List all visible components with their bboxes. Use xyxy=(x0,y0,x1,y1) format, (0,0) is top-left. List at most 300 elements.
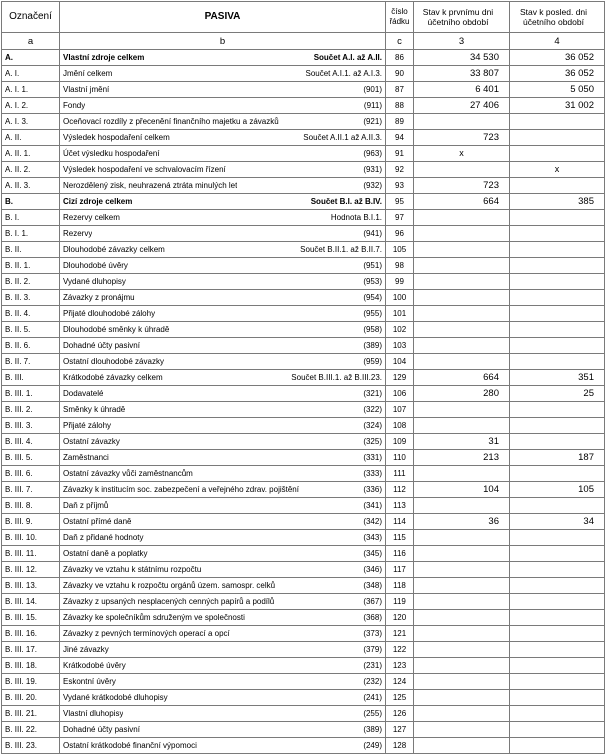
row-stav-posledni xyxy=(510,338,605,354)
row-stav-prvni xyxy=(414,322,510,338)
row-cislo: 96 xyxy=(386,226,414,242)
row-stav-posledni xyxy=(510,466,605,482)
row-oznaceni: B. II. 3. xyxy=(2,290,60,306)
row-ucet-ref: Součet B.II.1. až B.II.7. xyxy=(300,245,382,254)
row-nazev: Přijaté zálohy xyxy=(63,421,112,430)
row-nazev: Dohadné účty pasivní xyxy=(63,341,140,350)
row-ucet-ref: (379) xyxy=(363,645,382,654)
table-row xyxy=(2,434,605,450)
row-oznaceni: B. III. 21. xyxy=(2,706,60,722)
row-nazev-cell xyxy=(60,322,386,338)
table-row xyxy=(2,146,605,162)
row-cislo: 126 xyxy=(386,706,414,722)
row-stav-posledni: 36 052 xyxy=(510,50,605,66)
row-cislo: 116 xyxy=(386,546,414,562)
row-ucet-ref: Součet B.III.1. až B.III.23. xyxy=(291,373,382,382)
row-nazev-cell xyxy=(60,418,386,434)
row-oznaceni: A. I. 2. xyxy=(2,98,60,114)
row-cislo: 101 xyxy=(386,306,414,322)
table-row xyxy=(2,530,605,546)
row-nazev: Závazky z pevných termínových operací a opcí xyxy=(63,629,230,638)
row-nazev: Vydané dluhopisy xyxy=(63,277,126,286)
row-nazev-cell xyxy=(60,674,386,690)
row-ucet-ref: (348) xyxy=(363,581,382,590)
row-ucet-ref: (958) xyxy=(363,325,382,334)
row-nazev: Přijaté dlouhodobé zálohy xyxy=(63,309,156,318)
row-nazev-cell xyxy=(60,690,386,706)
row-nazev: Jmění celkem xyxy=(63,69,113,78)
row-oznaceni: A. I. 3. xyxy=(2,114,60,130)
table-row xyxy=(2,706,605,722)
row-ucet-ref: Součet B.I. až B.IV. xyxy=(310,197,382,206)
row-cislo: 110 xyxy=(386,450,414,466)
row-stav-prvni: 723 xyxy=(414,130,510,146)
row-cislo: 86 xyxy=(386,50,414,66)
table-row xyxy=(2,610,605,626)
row-stav-prvni xyxy=(414,290,510,306)
row-nazev: Dlouhodobé úvěry xyxy=(63,261,128,270)
row-nazev-cell xyxy=(60,722,386,738)
row-oznaceni: B. III. 5. xyxy=(2,450,60,466)
row-ucet-ref: (932) xyxy=(363,181,382,190)
table-row xyxy=(2,738,605,754)
row-cislo: 106 xyxy=(386,386,414,402)
row-ucet-ref: (921) xyxy=(363,117,382,126)
row-nazev-cell xyxy=(60,578,386,594)
subheader-a: a xyxy=(2,33,60,50)
row-oznaceni: B. III. xyxy=(2,370,60,386)
table-row xyxy=(2,626,605,642)
row-ucet-ref: Součet A.I.1. až A.I.3. xyxy=(305,69,382,78)
row-nazev: Závazky ke společníkům sdruženým ve společnosti xyxy=(63,613,245,622)
row-stav-prvni xyxy=(414,562,510,578)
row-stav-posledni xyxy=(510,146,605,162)
row-stav-prvni xyxy=(414,210,510,226)
row-nazev: Daň z přidané hodnoty xyxy=(63,533,144,542)
row-nazev: Účet výsledku hospodaření xyxy=(63,149,160,158)
row-oznaceni: B. II. 4. xyxy=(2,306,60,322)
row-nazev-cell xyxy=(60,626,386,642)
table-row xyxy=(2,258,605,274)
row-ucet-ref: (255) xyxy=(363,709,382,718)
row-stav-prvni xyxy=(414,722,510,738)
row-oznaceni: B. III. 6. xyxy=(2,466,60,482)
table-row xyxy=(2,274,605,290)
row-ucet-ref: (322) xyxy=(363,405,382,414)
row-oznaceni: B. III. 3. xyxy=(2,418,60,434)
row-nazev: Vlastní dluhopisy xyxy=(63,709,124,718)
row-nazev: Vlastní zdroje celkem xyxy=(63,53,145,62)
table-row xyxy=(2,98,605,114)
row-cislo: 127 xyxy=(386,722,414,738)
row-oznaceni: B. III. 7. xyxy=(2,482,60,498)
header-stav-posledni: Stav k posled. dni účetního období xyxy=(510,2,605,33)
row-cislo: 102 xyxy=(386,322,414,338)
row-stav-posledni xyxy=(510,690,605,706)
row-nazev: Oceňovací rozdíly z přecenění finančního majetku a závazků xyxy=(63,117,279,126)
row-cislo: 98 xyxy=(386,258,414,274)
row-ucet-ref: (321) xyxy=(363,389,382,398)
row-ucet-ref: (331) xyxy=(363,453,382,462)
row-nazev-cell xyxy=(60,434,386,450)
row-nazev-cell xyxy=(60,50,386,66)
pasiva-table xyxy=(1,1,605,754)
row-nazev-cell xyxy=(60,482,386,498)
row-ucet-ref: (333) xyxy=(363,469,382,478)
row-stav-prvni: x xyxy=(414,146,510,162)
row-ucet-ref: (368) xyxy=(363,613,382,622)
row-nazev: Závazky ve vztahu k rozpočtu orgánů územ. samospr. celků xyxy=(63,581,276,590)
row-stav-prvni xyxy=(414,226,510,242)
row-stav-posledni xyxy=(510,546,605,562)
row-stav-prvni xyxy=(414,258,510,274)
row-oznaceni: B. III. 11. xyxy=(2,546,60,562)
row-cislo: 114 xyxy=(386,514,414,530)
table-row xyxy=(2,658,605,674)
row-stav-prvni xyxy=(414,642,510,658)
row-cislo: 128 xyxy=(386,738,414,754)
row-oznaceni: B. III. 22. xyxy=(2,722,60,738)
row-ucet-ref: (367) xyxy=(363,597,382,606)
row-nazev-cell xyxy=(60,514,386,530)
row-oznaceni: B. II. 1. xyxy=(2,258,60,274)
row-stav-prvni: 280 xyxy=(414,386,510,402)
table-row xyxy=(2,466,605,482)
row-nazev-cell xyxy=(60,498,386,514)
row-ucet-ref: (345) xyxy=(363,549,382,558)
row-nazev: Eskontní úvěry xyxy=(63,677,116,686)
row-cislo: 125 xyxy=(386,690,414,706)
row-stav-posledni xyxy=(510,626,605,642)
row-nazev-cell xyxy=(60,162,386,178)
subheader-3: 3 xyxy=(414,33,510,50)
table-row xyxy=(2,386,605,402)
row-nazev-cell xyxy=(60,178,386,194)
table-row xyxy=(2,370,605,386)
row-cislo: 123 xyxy=(386,658,414,674)
table-row xyxy=(2,322,605,338)
row-nazev: Krátkodobé úvěry xyxy=(63,661,126,670)
row-nazev-cell xyxy=(60,194,386,210)
row-nazev: Fondy xyxy=(63,101,86,110)
row-nazev: Cizí zdroje celkem xyxy=(63,197,133,206)
table-row xyxy=(2,50,605,66)
table-row xyxy=(2,562,605,578)
row-ucet-ref: (954) xyxy=(363,293,382,302)
row-stav-prvni xyxy=(414,274,510,290)
row-ucet-ref: (951) xyxy=(363,261,382,270)
row-nazev: Závazky ve vztahu k státnímu rozpočtu xyxy=(63,565,202,574)
row-nazev: Dlouhodobé závazky celkem xyxy=(63,245,165,254)
row-nazev-cell xyxy=(60,706,386,722)
row-oznaceni: B. III. 13. xyxy=(2,578,60,594)
row-nazev-cell xyxy=(60,66,386,82)
row-oznaceni: B. III. 16. xyxy=(2,626,60,642)
row-nazev-cell xyxy=(60,242,386,258)
row-stav-prvni xyxy=(414,738,510,754)
row-stav-posledni: 34 xyxy=(510,514,605,530)
row-nazev: Ostatní dlouhodobé závazky xyxy=(63,357,164,366)
row-nazev: Rezervy celkem xyxy=(63,213,120,222)
row-cislo: 99 xyxy=(386,274,414,290)
table-row xyxy=(2,514,605,530)
row-ucet-ref: (341) xyxy=(363,501,382,510)
row-stav-posledni: 31 002 xyxy=(510,98,605,114)
row-ucet-ref: (336) xyxy=(363,485,382,494)
row-nazev-cell xyxy=(60,466,386,482)
header-cislo-radku: číslo řádku xyxy=(386,2,414,33)
row-stav-posledni xyxy=(510,178,605,194)
row-nazev: Ostatní závazky vůči zaměstnancům xyxy=(63,469,193,478)
table-row xyxy=(2,178,605,194)
row-nazev-cell xyxy=(60,290,386,306)
row-nazev: Závazky z pronájmu xyxy=(63,293,135,302)
row-nazev-cell xyxy=(60,226,386,242)
row-nazev-cell xyxy=(60,98,386,114)
header-pasiva: PASIVA xyxy=(60,2,386,33)
row-nazev-cell xyxy=(60,546,386,562)
row-cislo: 108 xyxy=(386,418,414,434)
row-nazev: Závazky k institucím soc. zabezpečení a veřejného zdrav. pojištění xyxy=(63,485,299,494)
row-stav-prvni: 664 xyxy=(414,194,510,210)
row-nazev-cell xyxy=(60,530,386,546)
row-cislo: 100 xyxy=(386,290,414,306)
row-stav-prvni xyxy=(414,354,510,370)
row-stav-posledni xyxy=(510,418,605,434)
row-stav-posledni xyxy=(510,642,605,658)
row-stav-prvni: 213 xyxy=(414,450,510,466)
row-stav-prvni: 104 xyxy=(414,482,510,498)
table-row xyxy=(2,546,605,562)
row-nazev: Ostatní krátkodobé finanční výpomoci xyxy=(63,741,197,750)
row-stav-prvni xyxy=(414,242,510,258)
row-nazev: Vlastní jmění xyxy=(63,85,110,94)
row-stav-posledni xyxy=(510,306,605,322)
row-oznaceni: B. III. 18. xyxy=(2,658,60,674)
table-row xyxy=(2,578,605,594)
row-stav-posledni: 5 050 xyxy=(510,82,605,98)
row-stav-posledni xyxy=(510,434,605,450)
row-nazev: Závazky z upsaných nesplacených cenných papírů a podílů xyxy=(63,597,275,606)
row-cislo: 97 xyxy=(386,210,414,226)
row-ucet-ref: (325) xyxy=(363,437,382,446)
row-stav-prvni xyxy=(414,610,510,626)
row-nazev-cell xyxy=(60,354,386,370)
row-stav-posledni: 385 xyxy=(510,194,605,210)
row-oznaceni: B. III. 20. xyxy=(2,690,60,706)
row-cislo: 109 xyxy=(386,434,414,450)
row-stav-posledni xyxy=(510,706,605,722)
subheader-row xyxy=(2,33,605,50)
row-stav-prvni xyxy=(414,498,510,514)
row-stav-posledni xyxy=(510,354,605,370)
row-ucet-ref: (953) xyxy=(363,277,382,286)
table-row xyxy=(2,226,605,242)
row-stav-posledni xyxy=(510,578,605,594)
row-nazev: Výsledek hospodaření celkem xyxy=(63,133,170,142)
row-nazev-cell xyxy=(60,146,386,162)
row-oznaceni: B. III. 17. xyxy=(2,642,60,658)
table-row xyxy=(2,498,605,514)
row-stav-prvni xyxy=(414,338,510,354)
row-cislo: 120 xyxy=(386,610,414,626)
row-oznaceni: B. II. 6. xyxy=(2,338,60,354)
row-nazev-cell xyxy=(60,274,386,290)
table-row xyxy=(2,290,605,306)
row-cislo: 89 xyxy=(386,114,414,130)
row-oznaceni: B. III. 19. xyxy=(2,674,60,690)
row-stav-posledni xyxy=(510,290,605,306)
row-ucet-ref: (241) xyxy=(363,693,382,702)
row-nazev-cell xyxy=(60,82,386,98)
row-ucet-ref: (373) xyxy=(363,629,382,638)
row-stav-posledni xyxy=(510,210,605,226)
row-stav-prvni xyxy=(414,594,510,610)
row-oznaceni: B. III. 4. xyxy=(2,434,60,450)
row-ucet-ref: (389) xyxy=(363,725,382,734)
row-cislo: 122 xyxy=(386,642,414,658)
row-stav-posledni xyxy=(510,498,605,514)
row-ucet-ref: Hodnota B.I.1. xyxy=(330,213,382,222)
row-ucet-ref: (955) xyxy=(363,309,382,318)
row-oznaceni: B. III. 15. xyxy=(2,610,60,626)
row-cislo: 105 xyxy=(386,242,414,258)
row-nazev-cell xyxy=(60,386,386,402)
row-nazev: Dlouhodobé směnky k úhradě xyxy=(63,325,170,334)
row-stav-posledni xyxy=(510,226,605,242)
row-oznaceni: B. III. 12. xyxy=(2,562,60,578)
row-nazev: Dodavatelé xyxy=(63,389,104,398)
row-stav-prvni: 34 530 xyxy=(414,50,510,66)
table-row xyxy=(2,130,605,146)
row-cislo: 129 xyxy=(386,370,414,386)
row-cislo: 121 xyxy=(386,626,414,642)
row-oznaceni: A. II. 3. xyxy=(2,178,60,194)
row-stav-prvni xyxy=(414,466,510,482)
table-row xyxy=(2,690,605,706)
header-stav-prvni: Stav k prvnímu dni účetního období xyxy=(414,2,510,33)
row-stav-prvni xyxy=(414,418,510,434)
row-cislo: 87 xyxy=(386,82,414,98)
row-stav-prvni xyxy=(414,706,510,722)
row-stav-posledni xyxy=(510,738,605,754)
row-nazev-cell xyxy=(60,642,386,658)
table-row xyxy=(2,210,605,226)
row-nazev: Ostatní přímé daně xyxy=(63,517,132,526)
row-nazev-cell xyxy=(60,658,386,674)
row-cislo: 103 xyxy=(386,338,414,354)
row-stav-posledni xyxy=(510,322,605,338)
row-oznaceni: B. II. 2. xyxy=(2,274,60,290)
row-nazev-cell xyxy=(60,114,386,130)
row-stav-posledni: 105 xyxy=(510,482,605,498)
table-row xyxy=(2,162,605,178)
row-ucet-ref: (231) xyxy=(363,661,382,670)
table-row xyxy=(2,354,605,370)
row-stav-posledni xyxy=(510,674,605,690)
row-oznaceni: B. III. 23. xyxy=(2,738,60,754)
row-nazev-cell xyxy=(60,130,386,146)
row-stav-posledni xyxy=(510,402,605,418)
row-stav-posledni xyxy=(510,258,605,274)
row-nazev-cell xyxy=(60,338,386,354)
row-cislo: 113 xyxy=(386,498,414,514)
table-row xyxy=(2,722,605,738)
row-nazev-cell xyxy=(60,738,386,754)
row-nazev: Vydané krátkodobé dluhopisy xyxy=(63,693,168,702)
row-ucet-ref: (249) xyxy=(363,741,382,750)
row-stav-posledni xyxy=(510,130,605,146)
row-stav-prvni xyxy=(414,690,510,706)
row-stav-prvni xyxy=(414,578,510,594)
row-nazev-cell xyxy=(60,594,386,610)
header-row xyxy=(2,2,605,33)
row-stav-posledni xyxy=(510,562,605,578)
row-stav-prvni: 31 xyxy=(414,434,510,450)
row-nazev-cell xyxy=(60,562,386,578)
row-nazev: Dohadné účty pasivní xyxy=(63,725,140,734)
row-stav-posledni xyxy=(510,610,605,626)
row-oznaceni: B. III. 1. xyxy=(2,386,60,402)
row-ucet-ref: (901) xyxy=(363,85,382,94)
row-stav-prvni: 723 xyxy=(414,178,510,194)
row-ucet-ref: (941) xyxy=(363,229,382,238)
row-cislo: 88 xyxy=(386,98,414,114)
row-oznaceni: A. xyxy=(2,50,60,66)
row-ucet-ref: (389) xyxy=(363,341,382,350)
row-stav-prvni xyxy=(414,658,510,674)
table-row xyxy=(2,66,605,82)
row-stav-posledni xyxy=(510,274,605,290)
row-oznaceni: B. III. 10. xyxy=(2,530,60,546)
row-oznaceni: A. II. xyxy=(2,130,60,146)
row-cislo: 104 xyxy=(386,354,414,370)
row-stav-prvni: 6 401 xyxy=(414,82,510,98)
row-cislo: 107 xyxy=(386,402,414,418)
row-stav-prvni: 33 807 xyxy=(414,66,510,82)
row-ucet-ref: (911) xyxy=(363,101,382,110)
table-row xyxy=(2,402,605,418)
row-nazev: Jiné závazky xyxy=(63,645,109,654)
row-stav-posledni: 187 xyxy=(510,450,605,466)
row-nazev-cell xyxy=(60,306,386,322)
row-stav-posledni xyxy=(510,722,605,738)
row-stav-posledni xyxy=(510,530,605,546)
row-nazev-cell xyxy=(60,402,386,418)
row-nazev-cell xyxy=(60,258,386,274)
subheader-b: b xyxy=(60,33,386,50)
row-nazev: Ostatní závazky xyxy=(63,437,120,446)
table-row xyxy=(2,306,605,322)
row-cislo: 112 xyxy=(386,482,414,498)
row-nazev: Krátkodobé závazky celkem xyxy=(63,373,163,382)
row-cislo: 115 xyxy=(386,530,414,546)
table-row xyxy=(2,338,605,354)
row-nazev: Rezervy xyxy=(63,229,93,238)
row-stav-posledni: 25 xyxy=(510,386,605,402)
row-oznaceni: B. II. 5. xyxy=(2,322,60,338)
table-row xyxy=(2,642,605,658)
row-ucet-ref: (963) xyxy=(363,149,382,158)
row-nazev-cell xyxy=(60,610,386,626)
row-stav-posledni xyxy=(510,242,605,258)
row-oznaceni: A. II. 2. xyxy=(2,162,60,178)
row-cislo: 95 xyxy=(386,194,414,210)
row-oznaceni: B. III. 2. xyxy=(2,402,60,418)
table-row xyxy=(2,482,605,498)
subheader-4: 4 xyxy=(510,33,605,50)
row-nazev-cell xyxy=(60,210,386,226)
